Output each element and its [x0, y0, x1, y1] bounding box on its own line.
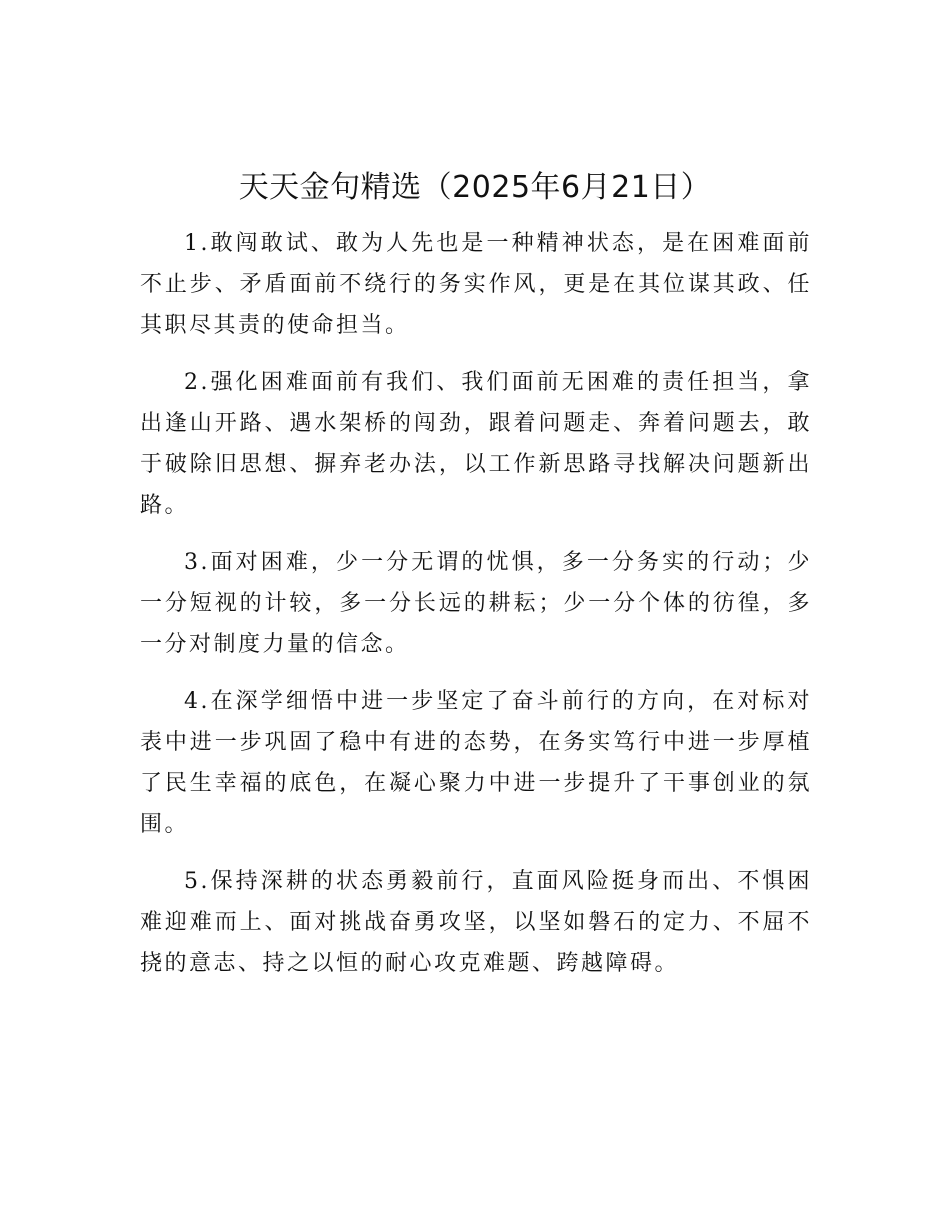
paragraph-2: 2.强化困难面前有我们、我们面前无困难的责任担当，拿出逢山开路、遇水架桥的闯劲，跟着问题走、奔着问题去，敢于破除旧思想、摒弃老办法，以工作新思路寻找解决问题新出路。: [140, 370, 812, 518]
paragraph-5: 5.保持深耕的状态勇毅前行，直面风险挺身而出、不惧困难迎难而上、面对挑战奋勇攻坚，以坚如磐石的定力、不屈不挠的意志、持之以恒的耐心攻克难题、跨越障碍。: [140, 869, 812, 976]
document-body: [140, 223, 812, 1000]
paragraph-3: 3.面对困难，少一分无谓的忧惧，多一分务实的行动；少一分短视的计较，多一分长远的耕耘；少一分个体的彷徨，多一分对制度力量的信念。: [140, 550, 812, 657]
document-title: 天天金句精选（2025年6月21日）: [238, 170, 712, 205]
paragraph-4: 4.在深学细悟中进一步坚定了奋斗前行的方向，在对标对表中进一步巩固了稳中有进的态势，在务实笃行中进一步厚植了民生幸福的底色，在凝心聚力中进一步提升了干事创业的氛围。: [140, 689, 812, 837]
paragraph-1: 1.敢闯敢试、敢为人先也是一种精神状态，是在困难面前不止步、矛盾面前不绕行的务实作风，更是在其位谋其政、任其职尽其责的使命担当。: [140, 231, 812, 338]
